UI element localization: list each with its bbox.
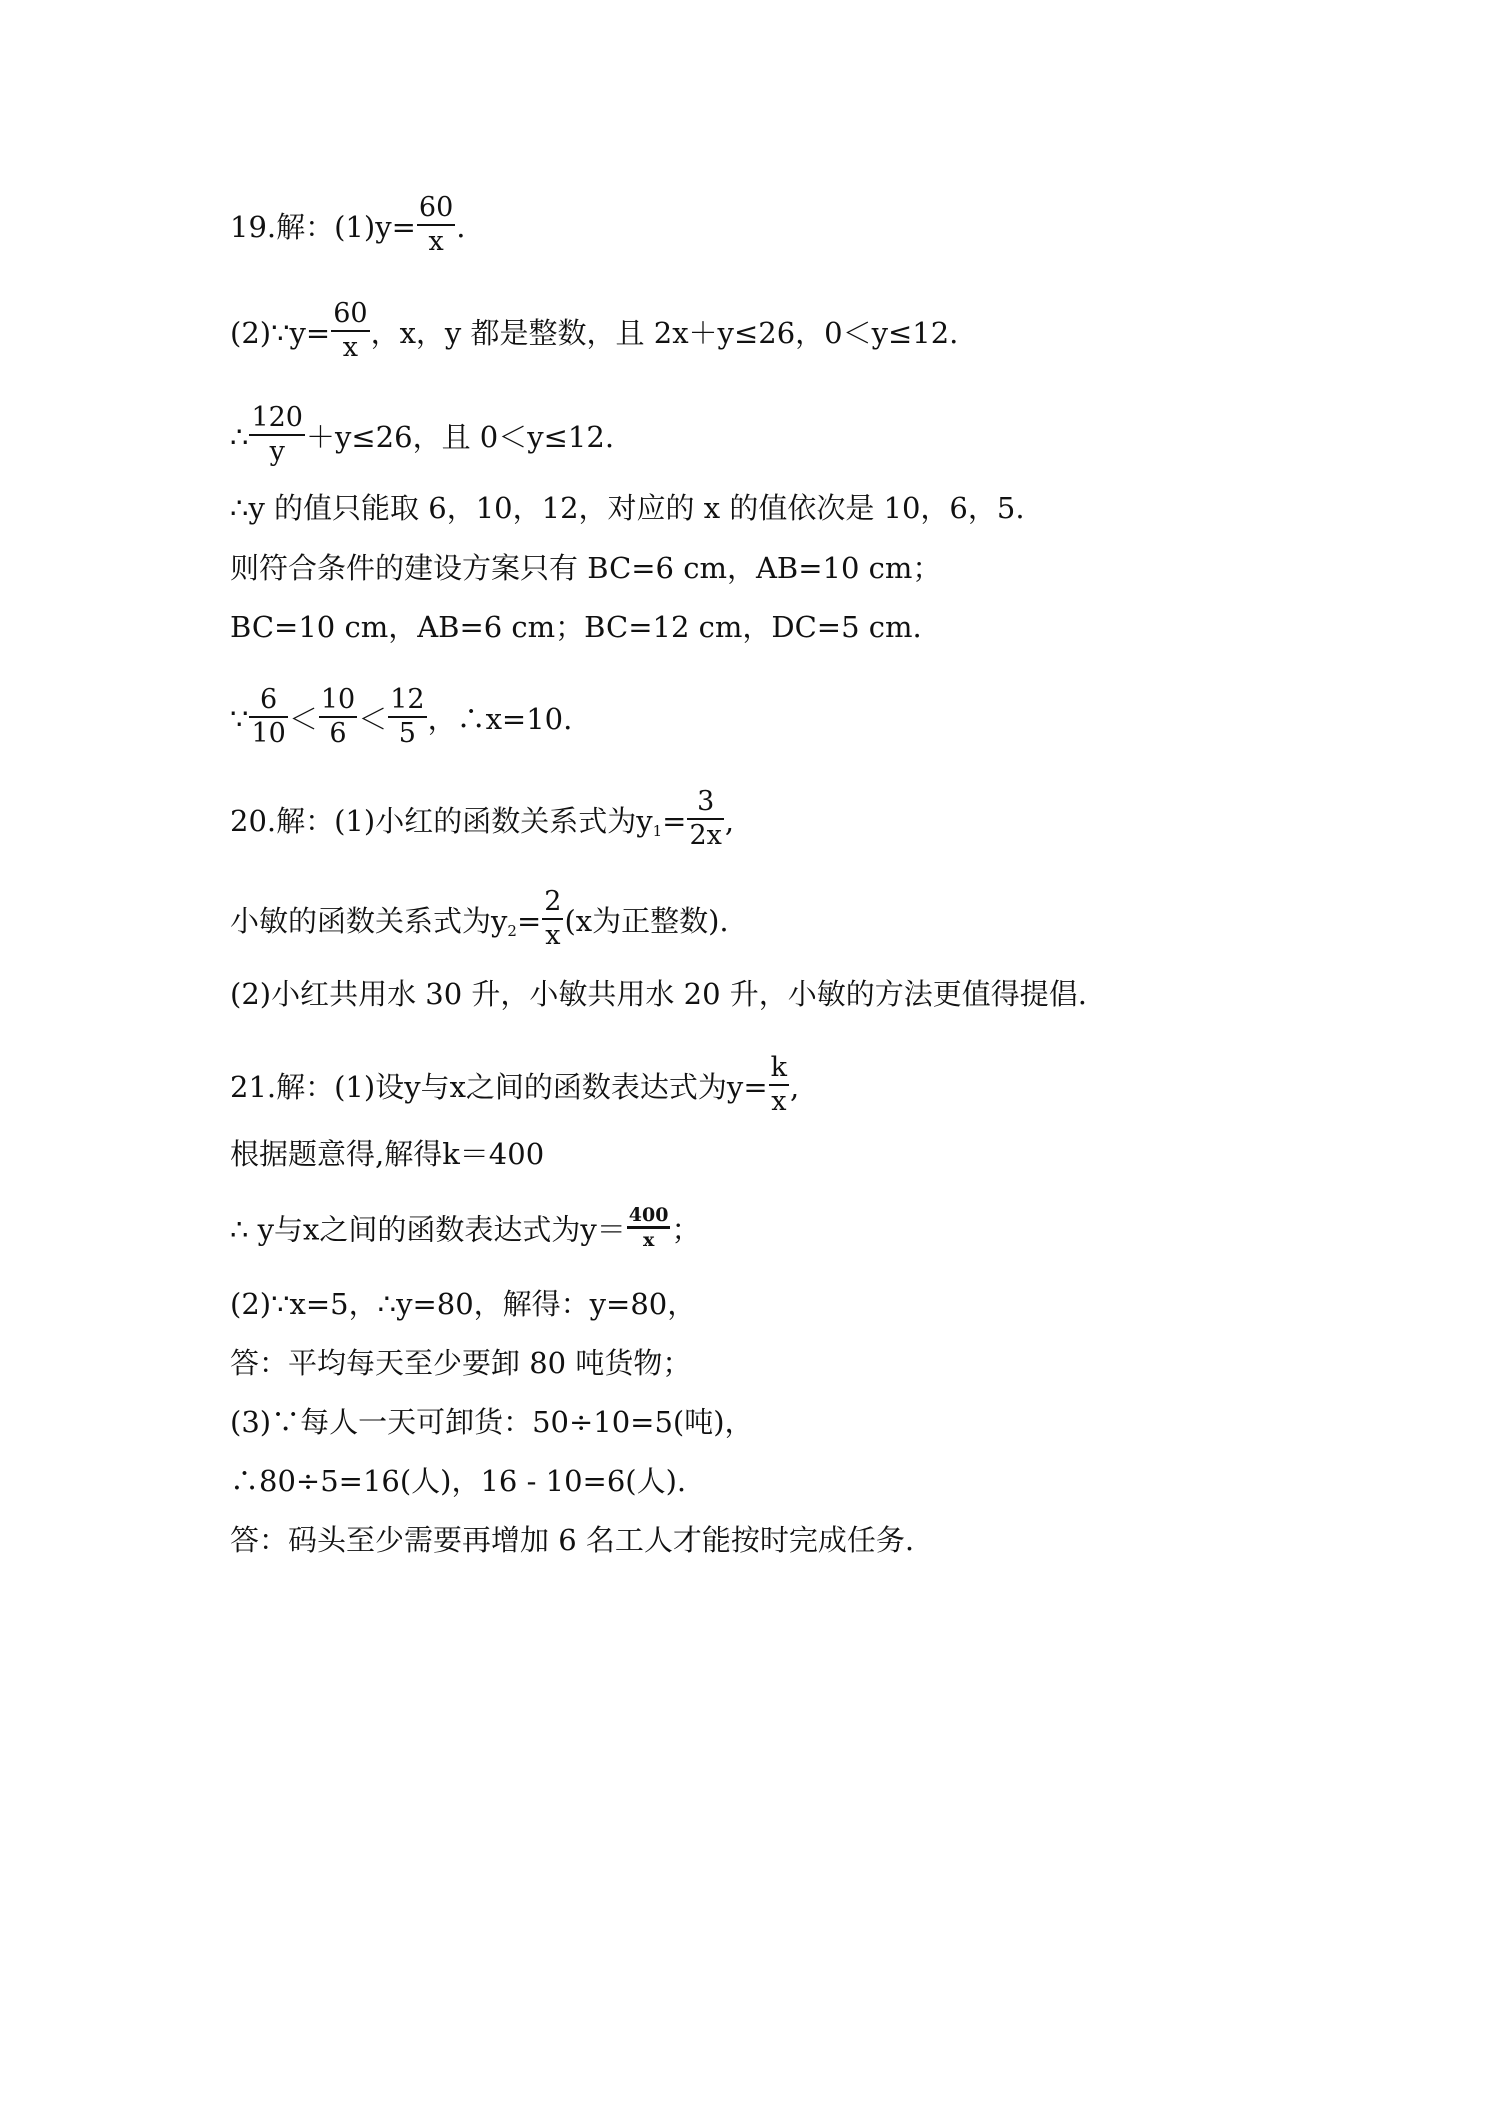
fraction: $\frac{6}{10}$ (251, 684, 286, 749)
q19-line-5: 则符合条件的建设方案只有 BC=6 cm，AB=10 cm； (230, 551, 942, 585)
fraction: $\frac{2}{x}$ (544, 886, 562, 951)
q21-line-7: ∴80÷5=16(人)，16 - 10=6(人). (230, 1464, 687, 1498)
q21-line-8: 答：码头至少需要再增加 6 名工人才能按时完成任务. (230, 1523, 915, 1557)
q20-line-3: (2)小红共用水 30 升，小敏共用水 20 升，小敏的方法更值得提倡. (230, 977, 1087, 1011)
q19-line-3: ∴ $\frac{120}{y}$ ＋y≤26，且 0＜y≤12. (230, 402, 615, 467)
q21-line-6: (3)∵每人一天可卸货：50÷10=5(吨)， (230, 1405, 754, 1439)
fraction: $\frac{60}{x}$ (333, 298, 368, 363)
q21-line-4: (2)∵x=5，∴y=80，解得：y=80， (230, 1287, 697, 1321)
q21-line-5: 答：平均每天至少要卸 80 吨货物； (230, 1346, 692, 1380)
q21-line-1: 21.解：(1)设y与x之间的函数表达式为y= $\frac{k}{x}$ , (230, 1052, 800, 1117)
q19-line-2: (2)∵y= $\frac{60}{x}$ ，x，y 都是整数，且 2x＋y≤26，0＜y≤12. (230, 298, 959, 363)
q20-line-1: 20.解：(1)小红的函数关系式为$y_1=$ $\frac{3}{2x}$ , (230, 786, 735, 851)
q19-line-4: ∴y 的值只能取 6，10，12，对应的 x 的值依次是 10，6，5. (230, 491, 1025, 525)
fraction: $\frac{3}{2x}$ (689, 786, 722, 851)
fraction: $\frac{10}{6}$ (320, 684, 356, 749)
q20-line-2: 小敏的函数关系式为$y_2=$ $\frac{2}{x}$ (x为正整数). (230, 886, 729, 951)
q21-line-2: 根据题意得,解得k＝400 (230, 1137, 545, 1171)
fraction: $\frac{12}{5}$ (390, 684, 425, 749)
fraction: $\frac{k}{x}$ (770, 1052, 787, 1117)
q19-line-1: 19.解：(1)y= $\frac{60}{x}$ . (230, 192, 466, 257)
q19-line-6: BC=10 cm，AB=6 cm；BC=12 cm，DC=5 cm. (230, 610, 922, 644)
fraction-image: $\frac{400}{x}$ (628, 1204, 669, 1251)
q19-line-7: ∵ $\frac{6}{10}$ ＜ $\frac{10}{6}$ ＜ $\frac{12}{5}$ ，∴x=10. (230, 684, 573, 749)
fraction: $\frac{120}{y}$ (251, 402, 303, 467)
fraction: $\frac{60}{x}$ (418, 192, 454, 257)
q21-line-3: ∴ y与x之间的函数表达式为y＝ $\frac{400}{x}$ ； (230, 1204, 701, 1251)
